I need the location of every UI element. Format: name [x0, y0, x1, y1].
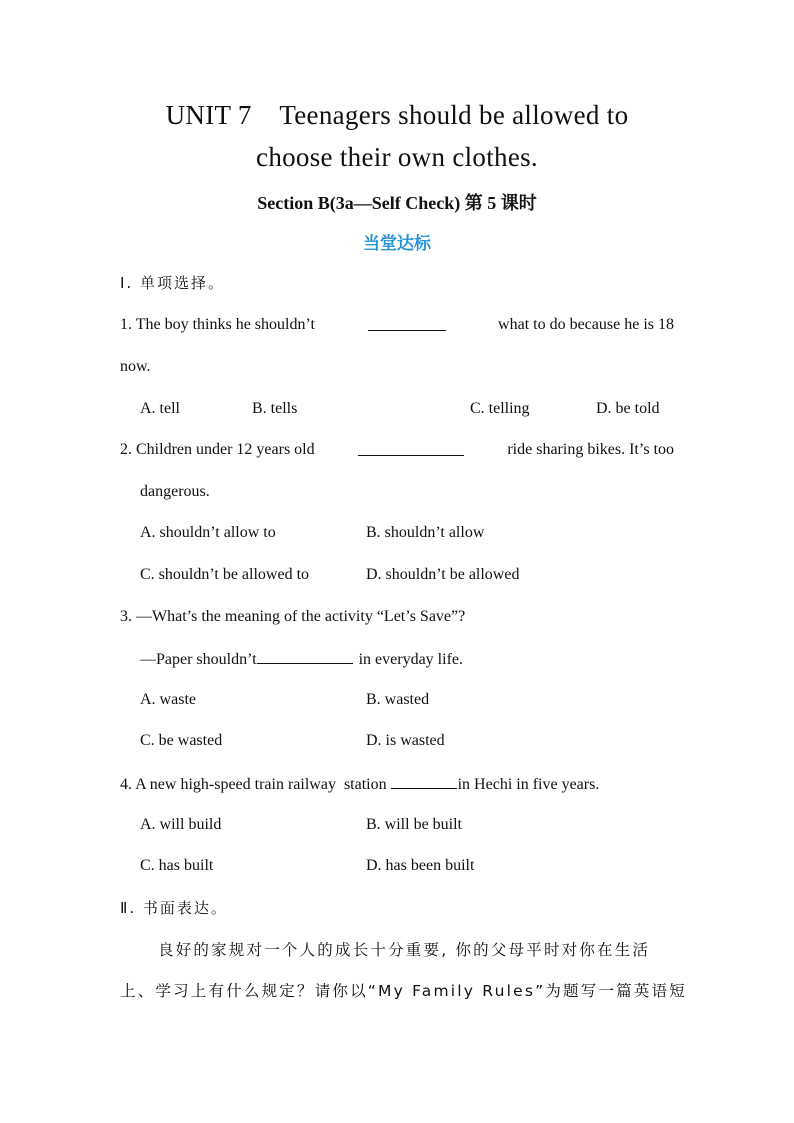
writing-prompt-line-2: 上、学习上有什么规定？请你以“My Family Rules”为题写一篇英语短	[120, 982, 687, 1000]
unit-title-line-1: UNIT 7 Teenagers should be allowed to	[165, 100, 629, 130]
question-2-option-b: B. shouldn’t allow	[366, 524, 485, 541]
question-4-text-a: 4. A new high-speed train railway station	[120, 776, 387, 793]
question-2-option-a: A. shouldn’t allow to	[140, 524, 276, 541]
question-1-option-b: B. tells	[252, 400, 298, 417]
question-2-text-b: ride sharing bikes. It’s too	[507, 441, 674, 458]
question-3-option-a: A. waste	[140, 691, 196, 708]
question-3-text-b: in everyday life.	[358, 651, 463, 668]
question-1-option-c: C. telling	[470, 400, 530, 417]
unit-title-line-2: choose their own clothes.	[256, 142, 538, 172]
question-3-option-c: C. be wasted	[140, 732, 223, 749]
question-2-line-2: dangerous.	[140, 483, 210, 500]
question-3-option-b: B. wasted	[366, 691, 430, 708]
question-3-option-d: D. is wasted	[366, 732, 445, 749]
writing-prompt-line-1: 良好的家规对一个人的成长十分重要, 你的父母平时对你在生活	[158, 941, 651, 959]
question-4-line-1	[120, 772, 599, 796]
question-1-blank	[368, 314, 446, 331]
question-3-blank	[257, 647, 353, 664]
question-3-text-a: —Paper shouldn’t	[140, 651, 257, 668]
question-4-option-c: C. has built	[140, 857, 214, 874]
question-4-text-b: in Hechi in five years.	[457, 776, 600, 793]
question-3-line-1: 3. —What’s the meaning of the activity “Let’s Save”?	[120, 608, 466, 625]
question-3-line-2	[140, 647, 463, 671]
question-1-line-2: now.	[120, 358, 151, 375]
question-2-option-c: C. shouldn’t be allowed to	[140, 566, 310, 583]
question-1-text-a: 1. The boy thinks he shouldn’t	[120, 316, 315, 333]
question-1-option-d: D. be told	[596, 400, 660, 417]
section-1-label: Ⅰ. 单项选择。	[120, 274, 225, 292]
section-2-label: Ⅱ. 书面表达。	[120, 899, 228, 917]
question-2-option-d: D. shouldn’t be allowed	[366, 566, 520, 583]
question-2-blank	[358, 439, 464, 456]
practice-heading: 当堂达标	[363, 234, 431, 254]
question-1-line-1	[120, 314, 674, 336]
question-1-text-b: what to do because he is 18	[498, 316, 674, 333]
question-2-text-a: 2. Children under 12 years old	[120, 441, 315, 458]
question-4-blank	[391, 772, 457, 789]
section-subtitle: Section B(3a—Self Check) 第 5 课时	[257, 193, 537, 213]
question-2-line-1	[120, 439, 674, 461]
question-1-option-a: A. tell	[140, 400, 180, 417]
question-4-option-a: A. will build	[140, 816, 222, 833]
question-4-option-d: D. has been built	[366, 857, 475, 874]
question-4-option-b: B. will be built	[366, 816, 462, 833]
